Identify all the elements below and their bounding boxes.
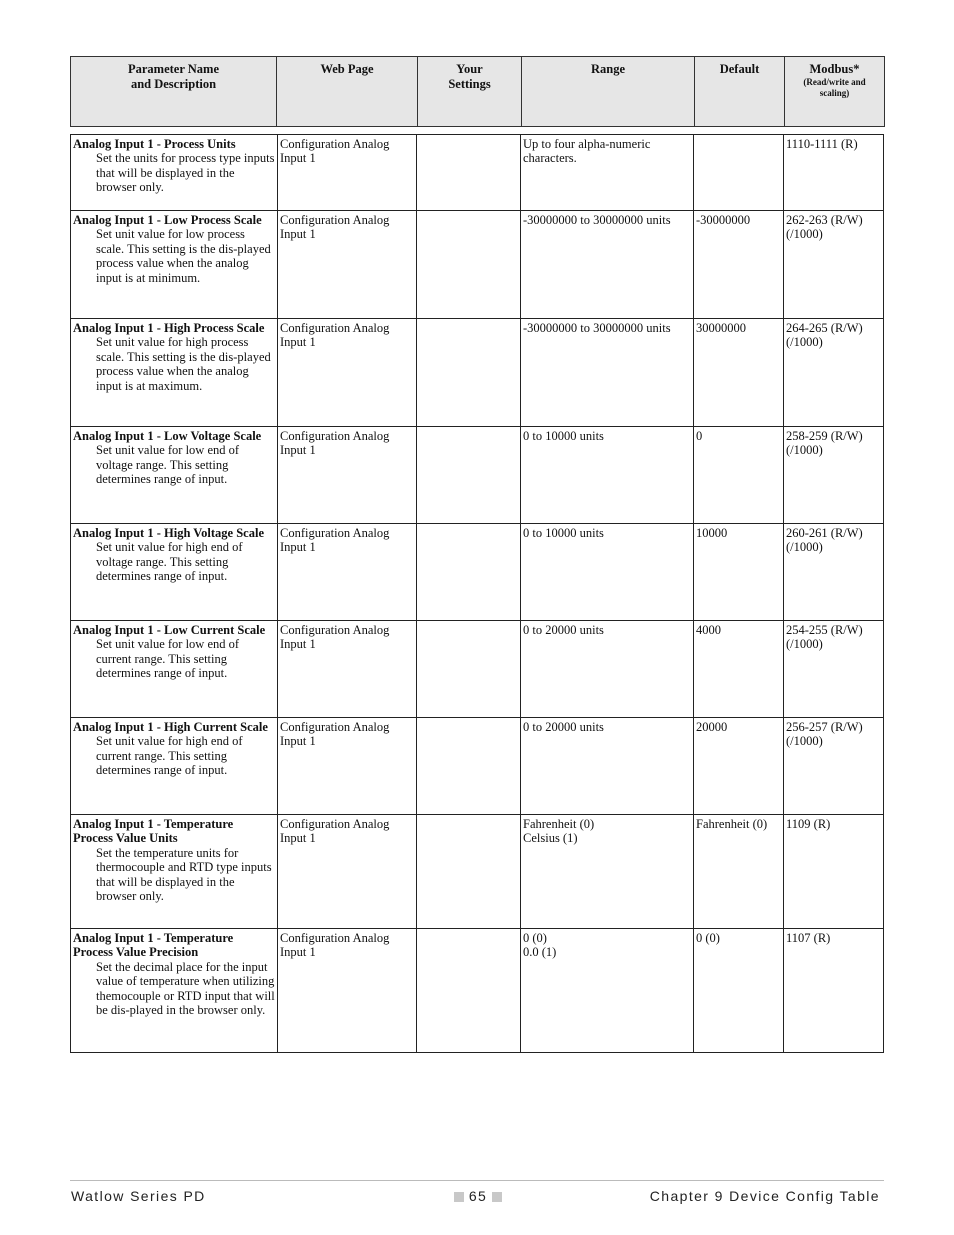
web-page-text: Configuration Analog Input 1 [280, 213, 390, 242]
cell-web-page [278, 211, 417, 319]
range-line: 0 to 10000 units [523, 526, 604, 540]
parameter-description: Set unit value for low end of current range. This setting determines range of input. [96, 637, 240, 681]
header-your: Your [456, 62, 483, 76]
cell-your-settings [417, 427, 521, 524]
default-value: 30000000 [696, 321, 746, 335]
parameter-description: Set unit value for low end of voltage range. This setting determines range of input. [96, 443, 240, 487]
cell-your-settings [417, 319, 521, 427]
header-web-page: Web Page [277, 57, 418, 127]
cell-web-page [278, 929, 417, 1053]
cell-modbus [784, 929, 884, 1053]
table-row [71, 427, 884, 524]
web-page-text: Configuration Analog Input 1 [280, 931, 390, 960]
default-value: 0 [696, 429, 703, 443]
cell-parameter [71, 621, 278, 718]
cell-range [521, 211, 694, 319]
column-header-table [70, 56, 885, 127]
range-line: 0.0 (1) [523, 945, 557, 960]
header-settings: Settings [448, 77, 491, 91]
default-value: 4000 [696, 623, 721, 637]
table-row [71, 211, 884, 319]
web-page-text: Configuration Analog Input 1 [280, 720, 390, 749]
range-line: 0 to 20000 units [523, 720, 604, 734]
footer-page: 65 [468, 1188, 488, 1204]
cell-parameter [71, 815, 278, 929]
table-row [71, 319, 884, 427]
cell-parameter [71, 929, 278, 1053]
default-value: -30000000 [696, 213, 751, 227]
cell-your-settings [417, 135, 521, 211]
modbus-line: (/1000) [786, 335, 823, 350]
parameter-table [70, 134, 884, 1053]
default-value: Fahrenheit (0) [696, 817, 768, 831]
cell-range [521, 815, 694, 929]
parameter-description: Set unit value for high process scale. This setting is the dis-played process value when the analog input is at maximum. [96, 335, 271, 393]
modbus-line: (/1000) [786, 227, 823, 242]
table-row [71, 621, 884, 718]
cell-modbus [784, 427, 884, 524]
default-value: 0 (0) [696, 931, 720, 945]
modbus-line: 254-255 (R/W) [786, 623, 863, 637]
footer-chapter: Chapter 9 Device Config Table [649, 1188, 880, 1204]
cell-range [521, 718, 694, 815]
cell-default [694, 929, 784, 1053]
cell-modbus [784, 815, 884, 929]
range-line: -30000000 to 30000000 units [523, 213, 671, 227]
footer-square-left [454, 1192, 464, 1202]
web-page-text: Configuration Analog Input 1 [280, 817, 390, 846]
cell-range [521, 319, 694, 427]
cell-parameter [71, 319, 278, 427]
table-row [71, 929, 884, 1053]
cell-range [521, 427, 694, 524]
header-modbus [785, 57, 885, 127]
cell-your-settings [417, 621, 521, 718]
modbus-line: 1107 (R) [786, 931, 831, 945]
cell-default [694, 524, 784, 621]
footer-square-right [492, 1192, 502, 1202]
cell-parameter [71, 427, 278, 524]
parameter-name: Analog Input 1 - High Voltage Scale [73, 526, 265, 540]
parameter-name: Analog Input 1 - High Process Scale [73, 321, 265, 335]
cell-default [694, 718, 784, 815]
modbus-line: 1109 (R) [786, 817, 831, 831]
header-parameter [71, 57, 277, 127]
header-default: Default [695, 57, 785, 127]
header-range: Range [522, 57, 695, 127]
cell-parameter [71, 524, 278, 621]
header-parameter-line1: Parameter Name [127, 62, 220, 76]
parameter-name: Analog Input 1 - High Current Scale [73, 720, 268, 734]
range-line: 0 (0) [523, 931, 547, 945]
cell-range [521, 135, 694, 211]
cell-modbus [784, 621, 884, 718]
table-row [71, 815, 884, 929]
web-page-text: Configuration Analog Input 1 [280, 526, 390, 555]
web-page-text: Configuration Analog Input 1 [280, 137, 390, 166]
cell-range [521, 621, 694, 718]
range-line: -30000000 to 30000000 units [523, 321, 671, 335]
header-modbus-sub: (Read/write and scaling) [803, 77, 866, 98]
default-value: 20000 [696, 720, 728, 734]
parameter-name: Analog Input 1 - Low Process Scale [73, 213, 262, 227]
parameter-description: Set the decimal place for the input value of temperature when utilizing themocouple or RTD input that will be dis-played in the browser only. [96, 959, 275, 1018]
cell-modbus [784, 211, 884, 319]
cell-default [694, 211, 784, 319]
range-line: Celsius (1) [523, 831, 578, 846]
cell-web-page [278, 524, 417, 621]
cell-modbus [784, 524, 884, 621]
cell-parameter [71, 211, 278, 319]
modbus-line: 260-261 (R/W) [786, 526, 863, 540]
modbus-line: 256-257 (R/W) [786, 720, 863, 734]
parameter-name: Analog Input 1 - Process Units [73, 137, 236, 151]
cell-web-page [278, 135, 417, 211]
parameter-name: Analog Input 1 - Low Voltage Scale [73, 429, 262, 443]
web-page-text: Configuration Analog Input 1 [280, 321, 390, 350]
cell-default [694, 135, 784, 211]
cell-parameter [71, 135, 278, 211]
cell-default [694, 319, 784, 427]
cell-modbus [784, 135, 884, 211]
cell-default [694, 815, 784, 929]
parameter-description: Set the units for process type inputs that will be displayed in the browser only. [96, 151, 275, 195]
table-row [71, 524, 884, 621]
parameter-name: Analog Input 1 - Temperature Process Value Precision [73, 931, 234, 960]
range-line: 0 to 20000 units [523, 623, 604, 637]
modbus-line: 258-259 (R/W) [786, 429, 863, 443]
cell-modbus [784, 319, 884, 427]
modbus-line: (/1000) [786, 637, 823, 652]
cell-web-page [278, 319, 417, 427]
header-modbus-title: Modbus* [809, 62, 860, 76]
footer-product: Watlow Series PD [71, 1188, 206, 1204]
modbus-line: 262-263 (R/W) [786, 213, 863, 227]
cell-parameter [71, 718, 278, 815]
cell-range [521, 929, 694, 1053]
cell-web-page [278, 718, 417, 815]
parameter-name: Analog Input 1 - Low Current Scale [73, 623, 266, 637]
modbus-line: 264-265 (R/W) [786, 321, 863, 335]
cell-modbus [784, 718, 884, 815]
cell-range [521, 524, 694, 621]
default-value: 10000 [696, 526, 728, 540]
parameter-name: Analog Input 1 - Temperature Process Value Units [73, 817, 234, 846]
modbus-line: 1110-1111 (R) [786, 137, 858, 151]
cell-web-page [278, 621, 417, 718]
modbus-line: (/1000) [786, 540, 823, 555]
parameter-description: Set the temperature units for thermocouple and RTD type inputs that will be displayed in the browser only. [96, 845, 272, 904]
parameter-description: Set unit value for low process scale. This setting is the dis-played process value when the analog input is at minimum. [96, 227, 271, 285]
range-line: Fahrenheit (0) [523, 817, 595, 831]
cell-your-settings [417, 211, 521, 319]
cell-default [694, 621, 784, 718]
cell-your-settings [417, 718, 521, 815]
web-page-text: Configuration Analog Input 1 [280, 429, 390, 458]
cell-web-page [278, 815, 417, 929]
range-line: Up to four alpha-numeric characters. [523, 137, 651, 166]
parameter-description: Set unit value for high end of voltage range. This setting determines range of input. [96, 540, 243, 584]
footer-page-number [450, 1188, 506, 1204]
cell-your-settings [417, 929, 521, 1053]
header-parameter-line2: and Description [130, 77, 217, 91]
cell-default [694, 427, 784, 524]
modbus-line: (/1000) [786, 443, 823, 458]
cell-your-settings [417, 524, 521, 621]
table-row [71, 718, 884, 815]
cell-your-settings [417, 815, 521, 929]
modbus-line: (/1000) [786, 734, 823, 749]
parameter-description: Set unit value for high end of current range. This setting determines range of input. [96, 734, 243, 778]
header-your-settings [418, 57, 522, 127]
range-line: 0 to 10000 units [523, 429, 604, 443]
web-page-text: Configuration Analog Input 1 [280, 623, 390, 652]
footer-divider [70, 1180, 884, 1181]
cell-web-page [278, 427, 417, 524]
table-row [71, 135, 884, 211]
parameter-table-body [71, 135, 884, 1053]
